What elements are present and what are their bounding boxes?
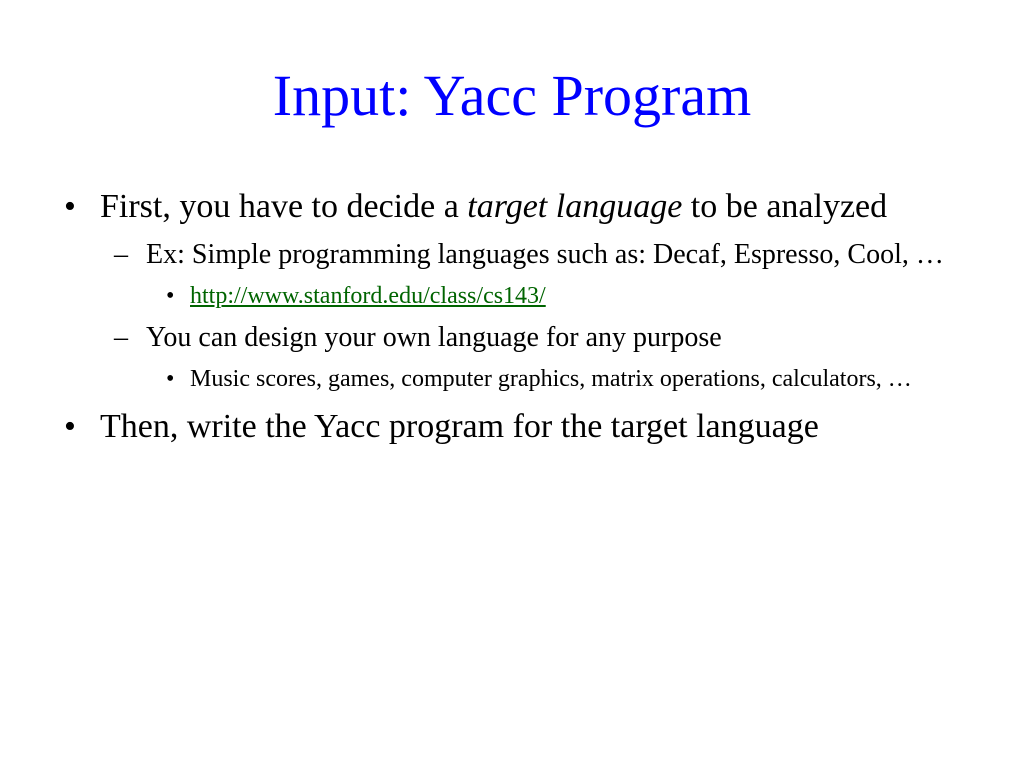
stanford-course-link[interactable]: http://www.stanford.edu/class/cs143/: [190, 283, 546, 309]
slide-body: [60, 184, 960, 450]
bullet-text-italic: target language: [467, 188, 683, 225]
bullet-marker: •: [166, 283, 175, 309]
dash-marker: –: [114, 239, 128, 270]
bullet-marker: •: [166, 366, 175, 392]
sub-bullet-text: Ex: Simple programming languages such as: Decaf, Espresso, Cool, …: [146, 239, 944, 270]
dash-marker: –: [114, 322, 128, 353]
sub-bullet-text: You can design your own language for any purpose: [146, 322, 722, 353]
bullet-text: to be analyzed: [682, 188, 888, 225]
slide-title: Input: Yacc Program: [272, 63, 752, 128]
bullet-text: First, you have to decide a: [100, 188, 468, 225]
sub-bullet-design-own-language: [60, 317, 960, 359]
sub-sub-bullet-text: Music scores, games, computer graphics, matrix operations, calculators, …: [190, 366, 912, 392]
bullet-marker: •: [64, 188, 76, 225]
bullet-first-decide-target-language: [60, 184, 960, 230]
bullet-marker: •: [64, 408, 76, 445]
bullet-text: Then, write the Yacc program for the target language: [100, 408, 819, 445]
sub-sub-bullet-stanford-link: [60, 280, 960, 313]
sub-bullet-example-languages: [60, 234, 960, 276]
bullet-write-yacc-program: [60, 404, 960, 450]
sub-sub-bullet-purposes: [60, 363, 960, 396]
